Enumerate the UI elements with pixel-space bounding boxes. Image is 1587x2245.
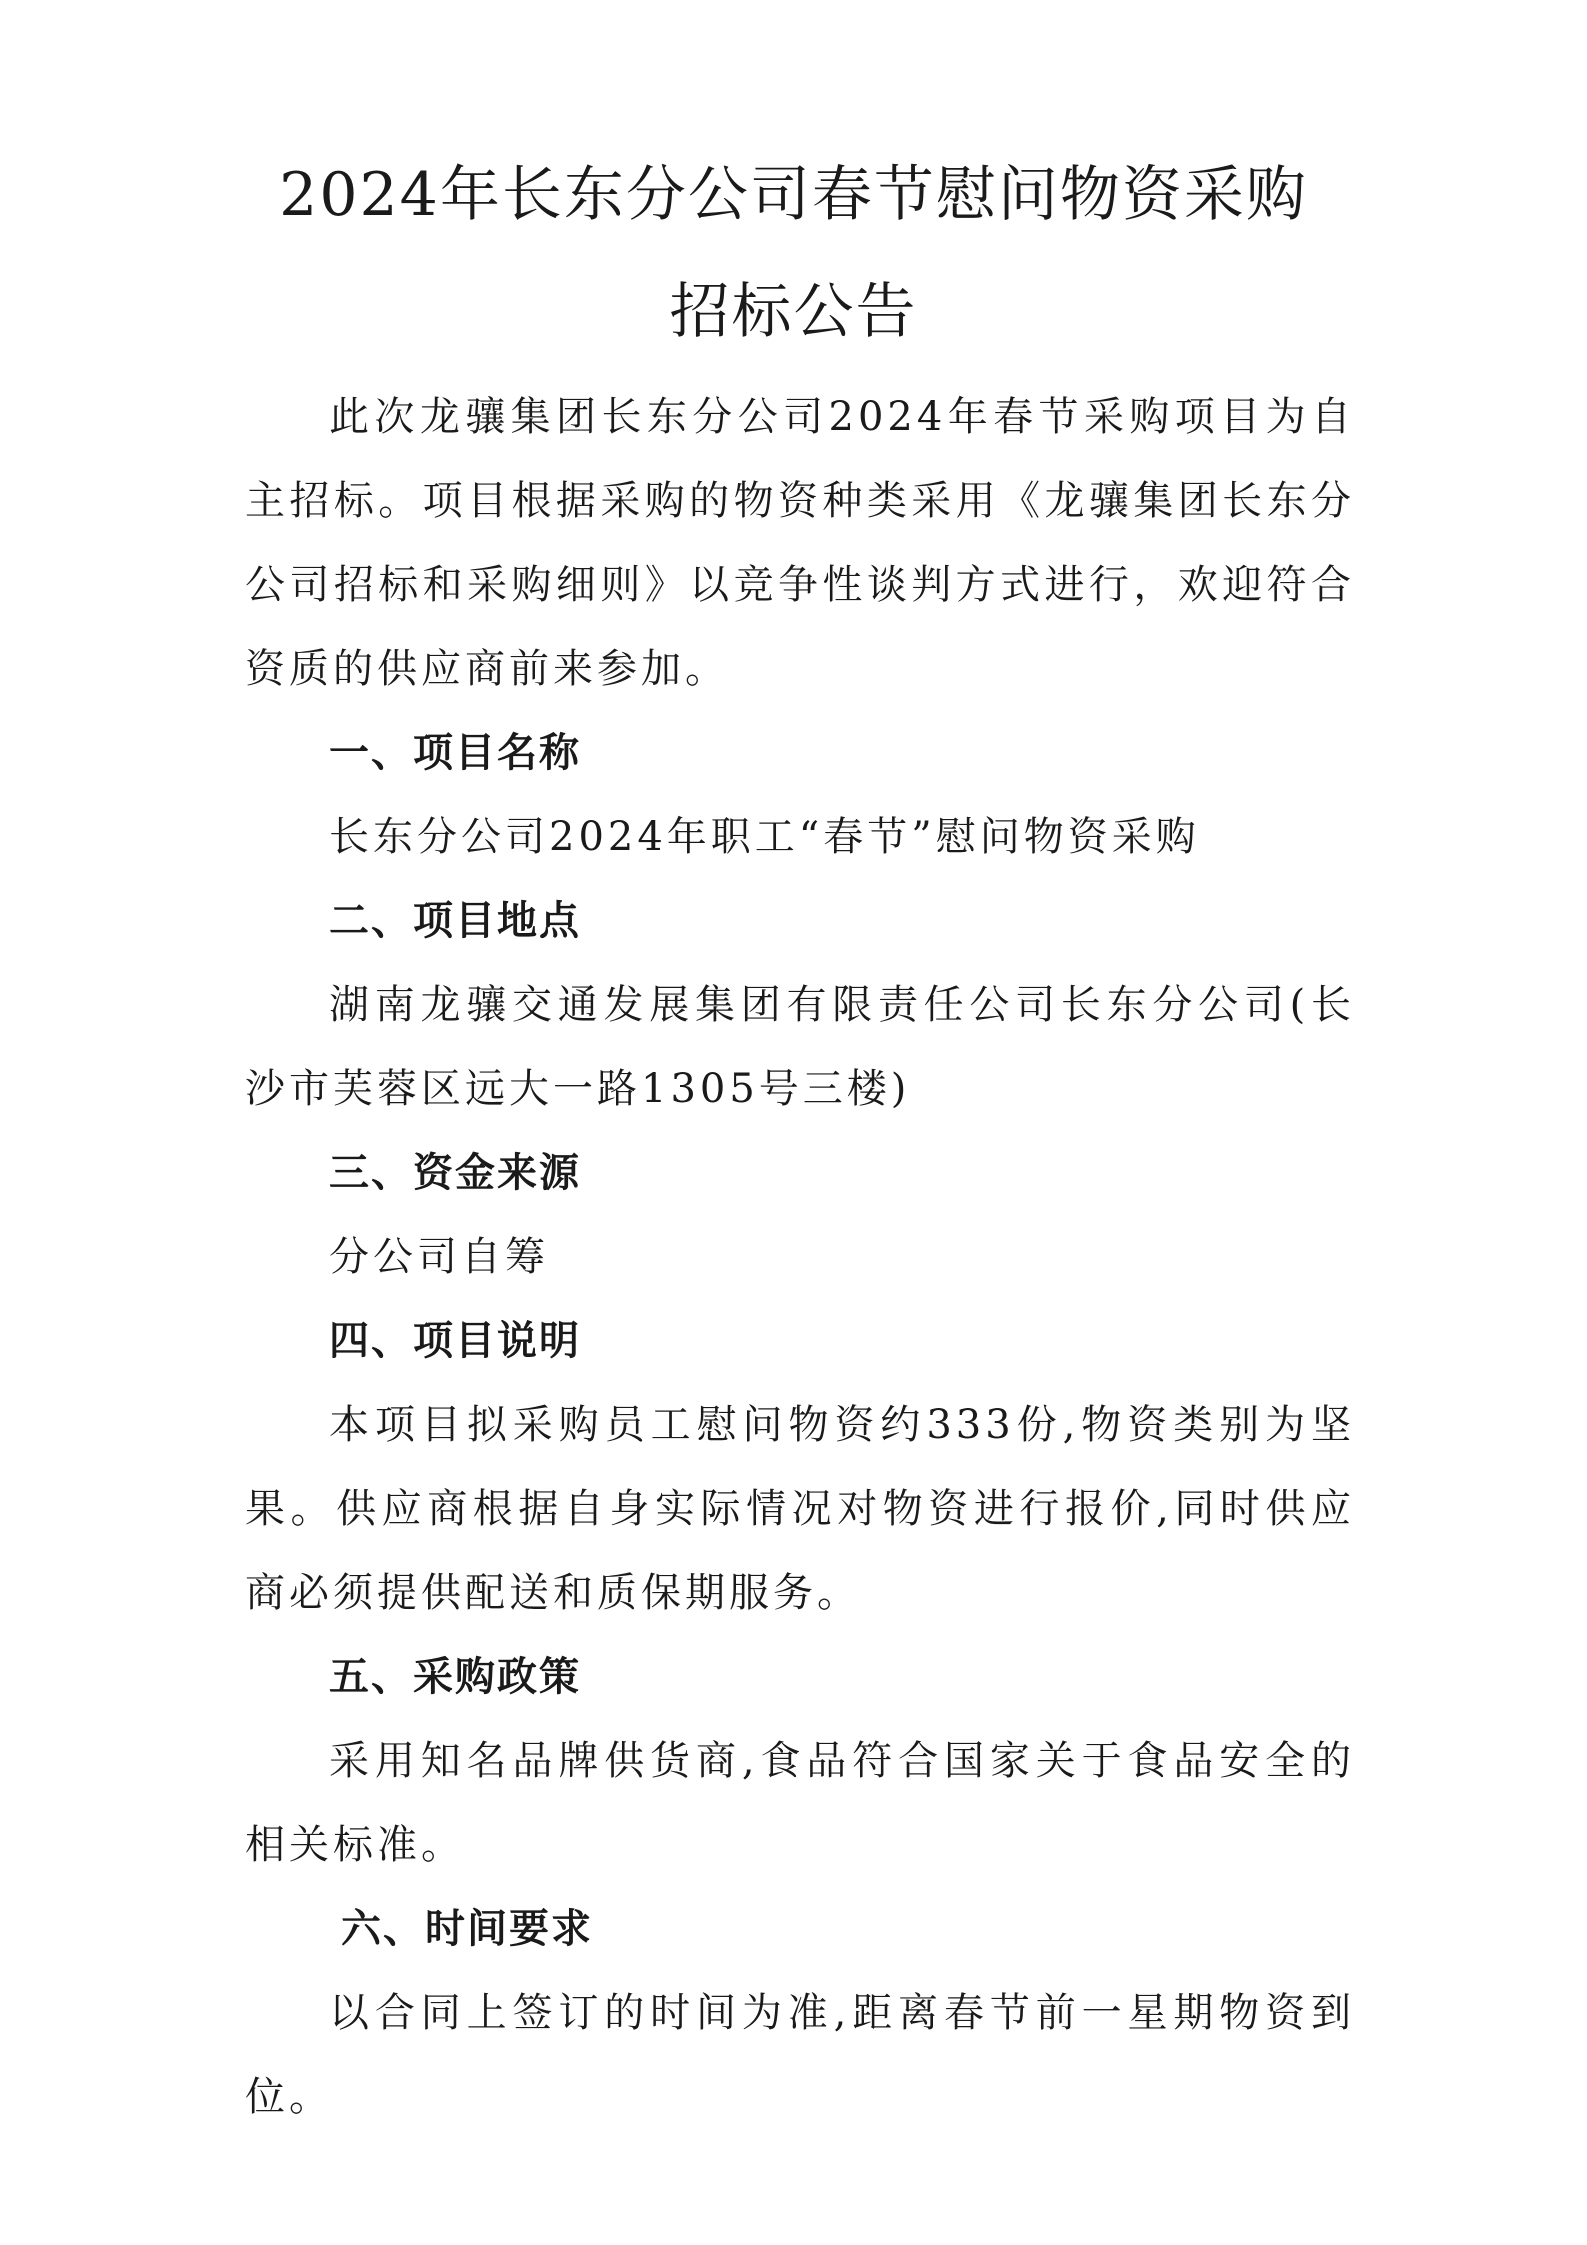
section-heading-project-name: 一、项目名称 <box>329 730 581 776</box>
section-body-project-location: 湖南龙骧交通发展集团有限责任公司长东分公司(长沙市芙蓉区远大一路1305号三楼) <box>245 982 1355 1112</box>
section-heading-time-requirement: 六、时间要求 <box>341 1906 593 1952</box>
section-heading-funding-source: 三、资金来源 <box>329 1150 581 1196</box>
section-body-funding-source: 分公司自筹 <box>329 1234 549 1280</box>
section-heading-project-location: 二、项目地点 <box>329 898 581 944</box>
section-body-project-description: 本项目拟采购员工慰问物资约333份,物资类别为坚果。供应商根据自身实际情况对物资进行报价,同时供应商必须提供配送和质保期服务。 <box>245 1402 1355 1616</box>
document-body <box>245 375 1355 2139</box>
document-title-line-2: 招标公告 <box>669 277 918 347</box>
section-body-procurement-policy: 采用知名品牌供货商,食品符合国家关于食品安全的相关标准。 <box>245 1738 1355 1868</box>
section-heading-project-description: 四、项目说明 <box>329 1318 581 1364</box>
section-body-project-name: 长东分公司2024年职工“春节”慰问物资采购 <box>329 814 1200 860</box>
document-title-line-1: 2024年长东分公司春节慰问物资采购 <box>279 160 1308 230</box>
section-body-time-requirement: 以合同上签订的时间为准,距离春节前一星期物资到位。 <box>245 1990 1355 2120</box>
intro-paragraph: 此次龙骧集团长东分公司2024年春节采购项目为自主招标。项目根据采购的物资种类采用《龙骧集团长东分公司招标和采购细则》以竞争性谈判方式进行，欢迎符合资质的供应商前来参加。 <box>245 394 1355 692</box>
section-heading-procurement-policy: 五、采购政策 <box>329 1654 581 1700</box>
